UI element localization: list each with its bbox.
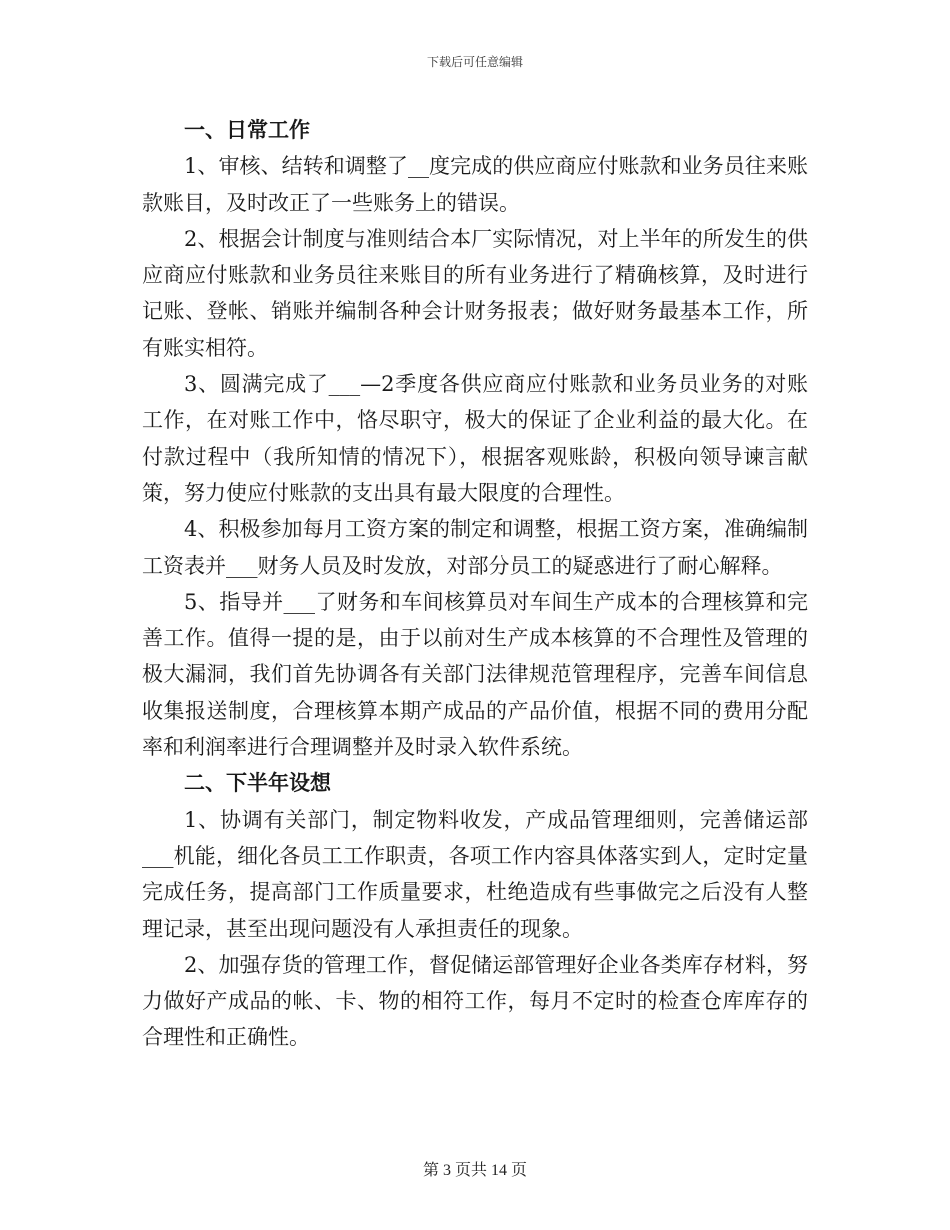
paragraph: 1、审核、结转和调整了__度完成的供应商应付账款和业务员往来账款账目，及时改正了一些账务上的错误。: [142, 154, 808, 215]
document-body: [142, 112, 808, 1056]
paragraph: 4、积极参加每月工资方案的制定和调整，根据工资方案，准确编制工资表并___财务人员及时发放，对部分员工的疑惑进行了耐心解释。: [142, 517, 808, 578]
section-heading-second-half-plan: 二、下半年设想: [184, 770, 331, 796]
section-heading-daily-work: 一、日常工作: [184, 117, 310, 142]
page-header: 下载后可任意编辑: [426, 55, 523, 69]
paragraph: 1、协调有关部门，制定物料收发，产成品管理细则，完善储运部___机能，细化各员工工作职责，各项工作内容具体落实到人，定时定量完成任务，提高部门工作质量要求，杜绝造成有些事做完之后没有人整理记录，甚至出现问题没有人承担责任的现象。: [142, 807, 808, 941]
paragraph: 5、指导并___了财务和车间核算员对车间生产成本的合理核算和完善工作。值得一提的是，由于以前对生产成本核算的不合理性及管理的极大漏洞，我们首先协调各有关部门法律规范管理程序，完善车间信息收集报送制度，合理核算本期产成品的产品价值，根据不同的费用分配率和利润率进行合理调整并及时录入软件系统。: [142, 589, 808, 760]
paragraph: 2、根据会计制度与准则结合本厂实际情况，对上半年的所发生的供应商应付账款和业务员往来账目的所有业务进行了精确核算，及时进行记账、登帐、销账并编制各种会计财务报表；做好财务最基本工作，所有账实相符。: [142, 226, 808, 360]
paragraph: 2、加强存货的管理工作，督促储运部管理好企业各类库存材料，努力做好产成品的帐、卡、物的相符工作，每月不定时的检查仓库库存的合理性和正确性。: [142, 952, 808, 1050]
page-footer: 第 3 页共 14 页: [422, 1162, 527, 1179]
paragraph: 3、圆满完成了___—2季度各供应商应付账款和业务员业务的对账工作，在对账工作中，恪尽职守，极大的保证了企业利益的最大化。在付款过程中（我所知情的情况下），根据客观账龄，积极向领导谏言献策，努力使应付账款的支出具有最大限度的合理性。: [142, 372, 808, 505]
